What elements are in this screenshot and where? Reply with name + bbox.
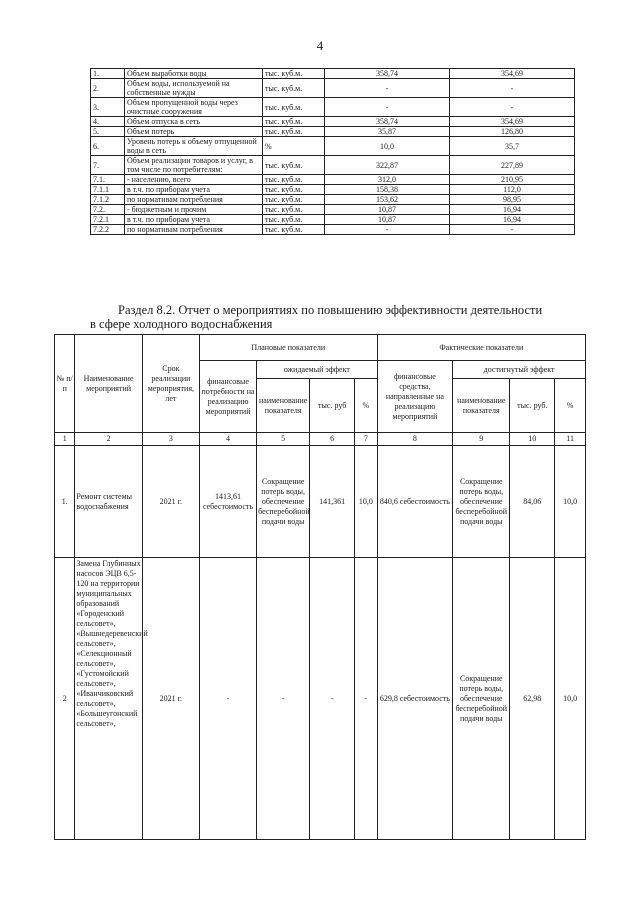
column-number: 3 — [142, 433, 199, 446]
row-name: по нормативам потребления — [125, 195, 263, 205]
header-fact-fin: финансовые средства, направленные на реализацию мероприятий — [377, 361, 453, 433]
row-name: Объем реализации товаров и услуг, в том числе по потребителям: — [125, 156, 263, 175]
column-number: 1 — [55, 433, 75, 446]
volumes-row — [91, 117, 575, 127]
row-number: 6. — [91, 137, 125, 156]
header-plan-rub: тыс. руб — [310, 379, 355, 433]
column-number: 8 — [377, 433, 453, 446]
row2-fact-ind: Сокращение потерь воды, обеспечение бесперебойной подачи воды — [453, 558, 510, 840]
row-unit: тыс. куб.м. — [263, 156, 325, 175]
row2-plan-ind: - — [257, 558, 310, 840]
row-unit: тыс. куб.м. — [263, 69, 325, 79]
row-fact-value: 227,89 — [450, 156, 575, 175]
volumes-row — [91, 137, 575, 156]
row-fact-value: 354,69 — [450, 69, 575, 79]
header-name: Наименование мероприятий — [75, 335, 142, 433]
header-actual: Фактические показатели — [377, 335, 585, 361]
row-number: 7. — [91, 156, 125, 175]
row-plan-value: 10,0 — [325, 137, 450, 156]
row2-term: 2021 г. — [142, 558, 199, 840]
row-unit: тыс. куб.м. — [263, 215, 325, 225]
row1-fact-rub: 84,06 — [510, 446, 555, 558]
section-title-line2: в сфере холодного водоснабжения — [90, 317, 273, 331]
row-fact-value: 35,7 — [450, 137, 575, 156]
volumes-row — [91, 175, 575, 185]
header-plan-ind: наименование показателя — [257, 379, 310, 433]
row-fact-value: 354,69 — [450, 117, 575, 127]
row1-plan-rub: 141,361 — [310, 446, 355, 558]
row-unit: тыс. куб.м. — [263, 175, 325, 185]
row-plan-value: 358,74 — [325, 117, 450, 127]
row2-name: Замена Глубинных насосов ЭЦВ 6,5-120 на территории муниципальных образований «Городенский сельсовет», «Вышнедеревенский сельсовет», «Селекционный сельсовет», «Густомойский сельсовет», «Иванчиковский сельсовет», «Большеугонский сельсовет», — [75, 558, 142, 840]
volumes-row — [91, 98, 575, 117]
column-number: 2 — [75, 433, 142, 446]
row-unit: тыс. куб.м. — [263, 117, 325, 127]
row2-fact-fin: 629,8 себестоимость — [377, 558, 453, 840]
row-number: 4. — [91, 117, 125, 127]
column-number: 5 — [257, 433, 310, 446]
row2-num: 2 — [55, 558, 75, 840]
row-fact-value: 16,94 — [450, 215, 575, 225]
row-number: 1. — [91, 69, 125, 79]
row2-fact-rub: 62,98 — [510, 558, 555, 840]
column-number: 7 — [355, 433, 378, 446]
row-unit: тыс. куб.м. — [263, 98, 325, 117]
row2-plan-rub: - — [310, 558, 355, 840]
row1-term: 2021 г. — [142, 446, 199, 558]
row-plan-value: 158,38 — [325, 185, 450, 195]
row-plan-value: 322,87 — [325, 156, 450, 175]
column-number: 9 — [453, 433, 510, 446]
row2-fact-pct: 10,0 — [555, 558, 586, 840]
row1-fact-pct: 10,0 — [555, 446, 586, 558]
row1-name: Ремонт системы водоснабжения — [75, 446, 142, 558]
row-number: 7.1. — [91, 175, 125, 185]
volumes-row — [91, 79, 575, 98]
row-fact-value: 16,94 — [450, 205, 575, 215]
row-plan-value: 153,62 — [325, 195, 450, 205]
section-title-line1: Раздел 8.2. Отчет о мероприятиях по повышению эффективности деятельности — [118, 303, 543, 317]
row-name: Объем пропущенной воды через очистные сооружения — [125, 98, 263, 117]
row-unit: % — [263, 137, 325, 156]
header-plan-pct: % — [355, 379, 378, 433]
volumes-row — [91, 127, 575, 137]
row-plan-value: 312,0 — [325, 175, 450, 185]
row-name: Объем выработки воды — [125, 69, 263, 79]
row-name: в т.ч. по приборам учета — [125, 185, 263, 195]
row-unit: тыс. куб.м. — [263, 225, 325, 235]
row-plan-value: 10,87 — [325, 215, 450, 225]
row1-plan-pct: 10,0 — [355, 446, 378, 558]
row-name: Объем отпуска в сеть — [125, 117, 263, 127]
row-name: Уровень потерь к объему отпущенной воды в сеть — [125, 137, 263, 156]
row-plan-value: 10,87 — [325, 205, 450, 215]
row-number: 7.1.2 — [91, 195, 125, 205]
row-name: - населению, всего — [125, 175, 263, 185]
row-fact-value: - — [450, 225, 575, 235]
row-number: 2. — [91, 79, 125, 98]
column-number: 6 — [310, 433, 355, 446]
row2-plan-pct: - — [355, 558, 378, 840]
column-number: 10 — [510, 433, 555, 446]
row-fact-value: 126,80 — [450, 127, 575, 137]
row-unit: тыс. куб.м. — [263, 185, 325, 195]
row1-fact-ind: Сокращение потерь воды, обеспечение бесперебойной подачи воды — [453, 446, 510, 558]
row-plan-value: 358,74 — [325, 69, 450, 79]
header-planned: Плановые показатели — [199, 335, 377, 361]
row-name: Объем потерь — [125, 127, 263, 137]
row-unit: тыс. куб.м. — [263, 127, 325, 137]
row-fact-value: - — [450, 98, 575, 117]
row1-num: 1. — [55, 446, 75, 558]
row-number: 7.1.1 — [91, 185, 125, 195]
row1-fact-fin: 840,6 себестоимость — [377, 446, 453, 558]
column-number: 4 — [199, 433, 256, 446]
header-fact-ind: наименование показателя — [453, 379, 510, 433]
header-achieved: достигнутый эффект — [453, 361, 586, 379]
row-number: 7.2. — [91, 205, 125, 215]
row-name: - бюджетным и прочим — [125, 205, 263, 215]
row-plan-value: - — [325, 225, 450, 235]
row1-plan-ind: Сокращение потерь воды, обеспечение бесперебойной подачи воды — [257, 446, 310, 558]
header-expected: ожидаемый эффект — [257, 361, 378, 379]
row-number: 7.2.1 — [91, 215, 125, 225]
row-name: Объем воды, используемой на собственные нужды — [125, 79, 263, 98]
volumes-row — [91, 205, 575, 215]
header-fact-rub: тыс. руб. — [510, 379, 555, 433]
row-name: в т.ч. по приборам учета — [125, 215, 263, 225]
row-unit: тыс. куб.м. — [263, 195, 325, 205]
row-fact-value: - — [450, 79, 575, 98]
volumes-row — [91, 195, 575, 205]
row-name: по нормативам потребления — [125, 225, 263, 235]
row-plan-value: - — [325, 98, 450, 117]
row-fact-value: 210,95 — [450, 175, 575, 185]
volumes-row — [91, 156, 575, 175]
header-fact-pct: % — [555, 379, 586, 433]
header-plan-fin: финансовые потребности на реализацию мероприятий — [199, 361, 256, 433]
column-number: 11 — [555, 433, 586, 446]
volumes-row — [91, 185, 575, 195]
row-plan-value: - — [325, 79, 450, 98]
volumes-row — [91, 69, 575, 79]
row-unit: тыс. куб.м. — [263, 205, 325, 215]
volumes-row — [91, 225, 575, 235]
row-number: 5. — [91, 127, 125, 137]
volumes-row — [91, 215, 575, 225]
section-title — [90, 303, 580, 331]
header-num: № п/п — [55, 335, 75, 433]
page-number: 4 — [316, 38, 324, 53]
row2-plan-fin: - — [199, 558, 256, 840]
row-fact-value: 98,95 — [450, 195, 575, 205]
row-fact-value: 112,0 — [450, 185, 575, 195]
header-term: Срок реализации мероприятия, лет — [142, 335, 199, 433]
row-plan-value: 35,87 — [325, 127, 450, 137]
row-number: 7.2.2 — [91, 225, 125, 235]
row1-plan-fin: 1413,61 себестоимость — [199, 446, 256, 558]
measures-table — [54, 334, 586, 840]
volumes-table — [90, 68, 575, 235]
row-number: 3. — [91, 98, 125, 117]
row-unit: тыс. куб.м. — [263, 79, 325, 98]
